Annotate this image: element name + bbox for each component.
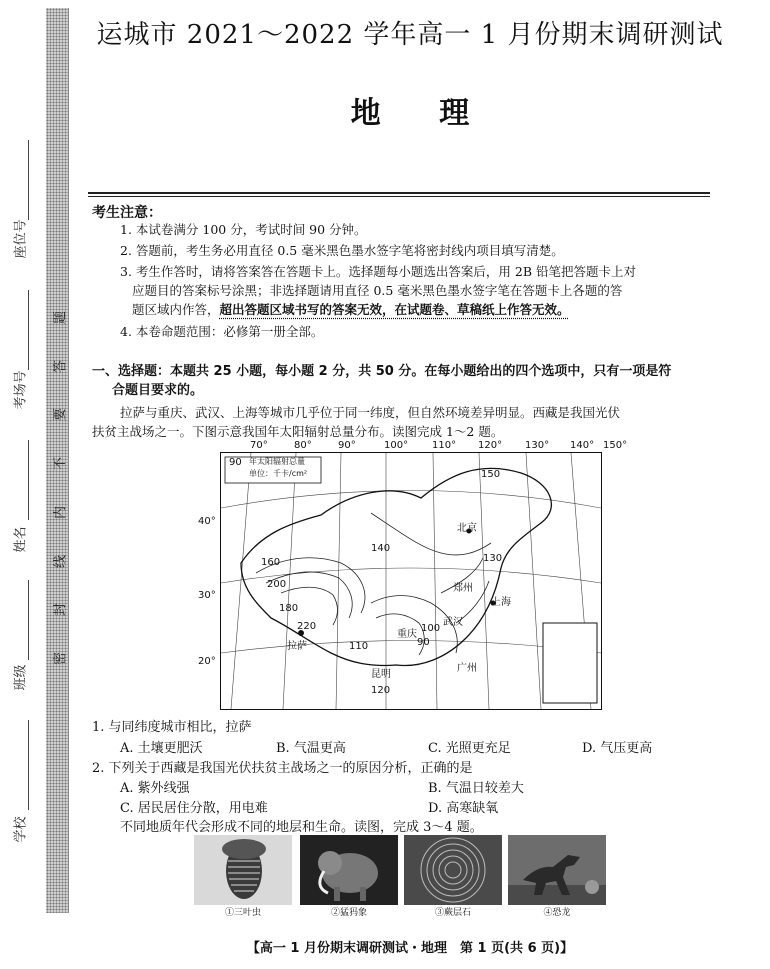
divider (88, 192, 710, 194)
intro-paragraph: 扶贫主战场之一。下图示意我国年太阳辐射总量分布。读图完成 1～2 题。 (92, 424, 504, 439)
notice-item: 2. 答题前，考生务必用直径 0.5 毫米黑色墨水签字笔将密封线内项目填写清楚。 (120, 243, 564, 258)
section-heading-line: 合题目要求的。 (112, 383, 204, 398)
isoline-value: 110 (349, 641, 369, 652)
school-line[interactable] (28, 720, 29, 810)
legend-value: 90 (229, 457, 242, 468)
notice-emphasis: 超出答题区域书写的答案无效，在试题卷、草稿纸上作答无效。 (219, 302, 570, 317)
photo-dinosaur (508, 835, 606, 917)
divider (88, 196, 710, 197)
option-c[interactable]: C. 居民居住分散，用电难 (120, 801, 268, 816)
isoline-value: 120 (371, 685, 391, 696)
city-label: 北京 (457, 523, 477, 534)
intro-paragraph: 不同地质年代会形成不同的地层和生命。读图，完成 3～4 题。 (120, 820, 483, 835)
seal-char: 线 (53, 554, 69, 568)
isoline-value: 140 (371, 543, 391, 554)
isoline-value: 160 (261, 557, 281, 568)
isoline-value: 220 (297, 621, 317, 632)
dinosaur-image (508, 835, 606, 905)
longitude-label: 140° (570, 440, 595, 451)
photo-caption: ④恐龙 (543, 908, 571, 918)
photo-caption: ②猛犸象 (330, 908, 367, 918)
photo-caption: ③蕨层石 (434, 908, 471, 918)
longitude-label: 100° (384, 440, 409, 451)
seal-char: 内 (53, 505, 69, 519)
longitude-label: 70° (250, 440, 268, 451)
longitude-label: 150° (603, 440, 628, 451)
legend-unit: 单位：千卡/cm² (249, 469, 308, 478)
notice-title: 考生注意： (92, 205, 162, 221)
option-d[interactable]: D. 高寒缺氧 (428, 801, 499, 816)
city-label: 拉萨 (287, 641, 307, 652)
photo-trilobite (194, 835, 292, 917)
notice-text: 题区域内作答， (132, 302, 220, 317)
city-label: 广州 (457, 663, 477, 674)
longitude-label: 120° (478, 440, 503, 451)
option-d[interactable]: D. 气压更高 (582, 741, 653, 756)
trilobite-image (194, 835, 292, 905)
subject-char: 理 (439, 96, 470, 131)
exam-room-label: 考场号 (13, 370, 29, 410)
latitude-label: 30° (198, 590, 216, 601)
page-footer: 【高一 1 月份期末调研测试・地理 第 1 页(共 6 页)】 (246, 941, 574, 956)
notice-item: 应题目的答案标号涂黑；非选择题请用直径 0.5 毫米黑色墨水签字笔在答题卡上各题的答 (132, 283, 623, 298)
city-label: 重庆 (397, 629, 417, 640)
notice-item: 4. 本卷命题范围：必修第一册全部。 (120, 324, 324, 339)
class-line[interactable] (28, 580, 29, 660)
mammoth-image (300, 835, 398, 905)
city-label: 武汉 (443, 617, 463, 628)
option-b[interactable]: B. 气温更高 (276, 741, 346, 756)
seal-char: 要 (53, 408, 69, 422)
city-label: 郑州 (453, 583, 473, 594)
latitude-label: 20° (198, 656, 216, 667)
school-label: 学校 (13, 816, 29, 843)
latitude-grid-line (221, 491, 601, 509)
section-heading-line: 一、选择题：本题共 25 小题，每小题 2 分，共 50 分。在每小题给出的四个选项中，只有一项是符 (92, 364, 672, 379)
longitude-grid-line (336, 453, 341, 709)
isoline-value: 150 (481, 469, 501, 480)
section-heading (92, 362, 712, 400)
class-label: 班级 (13, 664, 29, 691)
option-b[interactable]: B. 气温日较差大 (428, 781, 524, 796)
longitude-label: 130° (525, 440, 550, 451)
notice-item: 3. 考生作答时，请将答案答在答题卡上。选择题每小题选出答案后，用 2B 铅笔把答题卡上对 (120, 264, 636, 279)
longitude-grid-line (433, 453, 437, 709)
photo-stromatolite (404, 835, 502, 917)
city-label: 上海 (491, 597, 511, 608)
city-label: 昆明 (371, 669, 391, 680)
photo-mammoth (300, 835, 398, 917)
question-stem: 2. 下列关于西藏是我国光伏扶贫主战场之一的原因分析，正确的是 (92, 761, 473, 776)
solar-radiation-map (220, 452, 602, 710)
notice-item-with-emphasis (132, 300, 712, 319)
notice-item: 1. 本试卷满分 100 分，考试时间 90 分钟。 (120, 222, 367, 237)
name-label: 姓名 (13, 526, 29, 553)
fossil-photo-row (190, 835, 610, 917)
longitude-grid-line (526, 453, 541, 709)
isoline-value: 200 (267, 579, 287, 590)
seat-number-line[interactable] (28, 140, 29, 220)
longitude-grid-line (479, 453, 489, 709)
intro-paragraph: 拉萨与重庆、武汉、上海等城市几乎位于同一纬度，但自然环境差异明显。西藏是我国光伏 (120, 405, 621, 420)
photo-caption: ①三叶虫 (224, 908, 261, 918)
longitude-label: 80° (294, 440, 312, 451)
question-stem: 1. 与同纬度城市相比，拉萨 (92, 720, 252, 735)
isoline-value: 100 (421, 623, 441, 634)
stromatolite-image (404, 835, 502, 905)
name-line[interactable] (28, 440, 29, 520)
exam-title: 运城市 2021～2022 学年高一 1 月份期末调研测试 (96, 20, 724, 50)
seal-line-text (52, 308, 69, 668)
option-c[interactable]: C. 光照更充足 (428, 741, 511, 756)
subject-char: 地 (350, 96, 381, 131)
seal-char: 题 (53, 310, 69, 325)
option-a[interactable]: A. 土壤更肥沃 (120, 741, 203, 756)
option-a[interactable]: A. 紫外线强 (120, 781, 190, 796)
latitude-label: 40° (198, 516, 216, 527)
isoline-value: 90 (417, 637, 430, 648)
legend-title: 年太阳辐射总量 (249, 457, 305, 466)
seal-char: 不 (53, 457, 69, 471)
seal-char: 密 (53, 651, 69, 665)
longitude-label: 110° (432, 440, 457, 451)
seal-char: 答 (53, 359, 69, 373)
subject-title (90, 88, 730, 132)
south-china-sea-inset (543, 623, 597, 703)
isoline-value: 130 (483, 553, 503, 564)
isoline-value: 180 (279, 603, 299, 614)
longitude-label: 90° (338, 440, 356, 451)
exam-room-line[interactable] (28, 290, 29, 370)
seal-char: 封 (53, 603, 69, 617)
seat-number-label: 座位号 (13, 219, 29, 259)
